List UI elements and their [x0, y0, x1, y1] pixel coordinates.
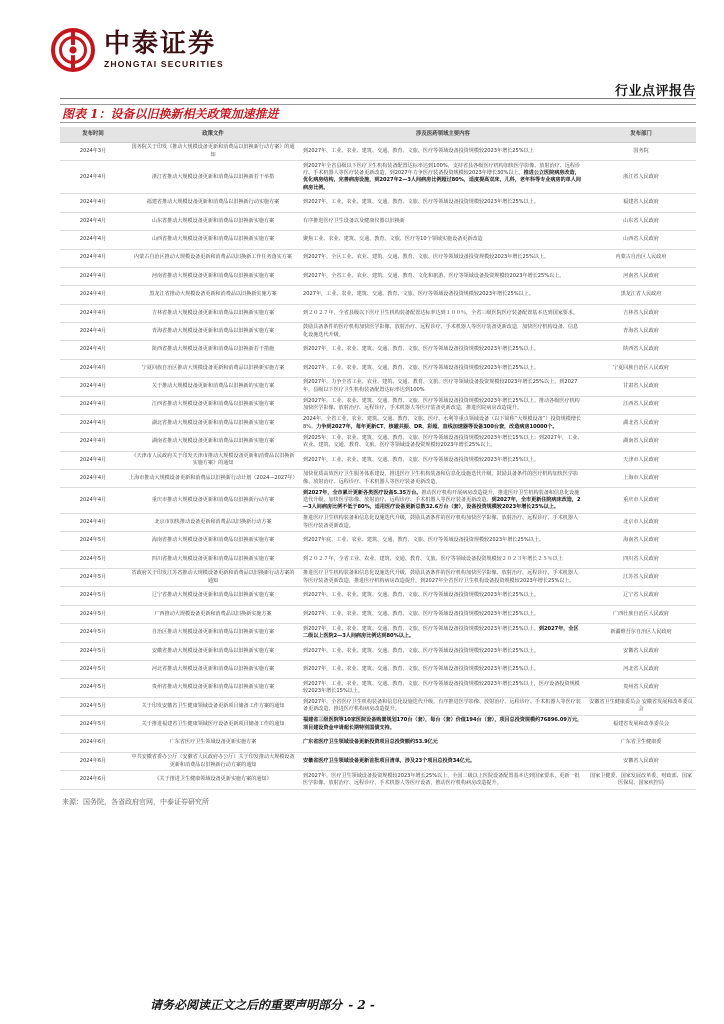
column-header-dept: 发布部门 — [586, 127, 696, 143]
cell-policy: 贵州省推动大规模设备更新和消费品以旧换新实施方案 — [126, 679, 300, 697]
table-row — [60, 231, 696, 249]
cell-date: 2024年5月 — [60, 642, 126, 660]
cell-dept: 安徽省人民政府 — [586, 642, 696, 660]
table-row — [60, 143, 696, 161]
cell-content — [300, 734, 586, 752]
content-text: 聚焦工业、农业、建筑、交通、教育、文旅、医疗等10个领域实施设备更新改造 — [303, 236, 483, 243]
table-row — [60, 249, 696, 267]
cell-date: 2024年4月 — [60, 433, 126, 451]
cell-content — [300, 378, 586, 396]
cell-policy: 《关于推进卫生健康领域设备更新实施方案的通知》 — [126, 771, 300, 789]
cell-dept: 上海市人民政府 — [586, 470, 696, 488]
cell-date: 2024年4月 — [60, 286, 126, 304]
cell-date: 2024年4月 — [60, 378, 126, 396]
page-footer — [150, 996, 375, 1013]
policy-table-header — [60, 127, 696, 143]
cell-content — [300, 396, 586, 414]
cell-policy: 黑龙江省推动大规模设备更新和消费品以旧换新实施方案 — [126, 286, 300, 304]
cell-date: 2024年4月 — [60, 488, 126, 514]
cell-policy: 关于推进福建省卫生健康领域医疗设备更新项目储备工作的通知 — [126, 716, 300, 734]
content-text: 2024年，全省工业、农业、建筑、交通、教育、文旅、医疗、水利等重点领域设备（以下简称“大规模设备”）投资规模增长8%。 — [303, 416, 582, 430]
table-row — [60, 679, 696, 697]
cell-policy: 河北省推动大规模设备更新和消费品以旧换新实施方案 — [126, 660, 300, 678]
content-text: 到２０２７年，全省工业、农业、建筑、交通、教育、文旅、医疗等领域设备投资规模较２０２３年增长２５％以上 — [303, 555, 563, 562]
cell-date: 2024年5月 — [60, 587, 126, 605]
cell-content — [300, 433, 586, 451]
cell-policy: 北京市加快推动设备更新和消费品以旧换新行动方案 — [126, 513, 300, 531]
cell-date: 2024年5月 — [60, 624, 126, 642]
content-text: 推进医疗卫生机构装备和信息化设施迭代升级，鼓励具备条件的医疗机构加快医学影像、放射治疗、远程诊疗、手术机器人等医疗装备更新改造，推进医疗机构病房改造提升，到2027年全省医疗卫生机构设备投资规模较2023年增长25%以上。 — [303, 570, 579, 584]
cell-dept: 辽宁省人民政府 — [586, 587, 696, 605]
content-text: 到2027年，工业、农业、建筑、交通、教育、文旅、医疗等领域设备投资规模较2023年增长25%以上。 — [303, 625, 539, 632]
cell-policy: 青海省推动大规模设备更新和消费品以旧换新实施方案 — [126, 323, 300, 341]
cell-content — [300, 194, 586, 212]
cell-date: 2024年3月 — [60, 143, 126, 161]
company-logo — [50, 26, 224, 74]
cell-date: 2024年6月 — [60, 771, 126, 789]
cell-policy: 吉林省推动大规模设备更新和消费品以旧换新实施方案 — [126, 304, 300, 322]
cell-date: 2024年5月 — [60, 679, 126, 697]
cell-content — [300, 513, 586, 531]
cell-dept — [586, 789, 696, 791]
cell-date: 2024年5月 — [60, 697, 126, 715]
cell-content — [300, 267, 586, 285]
cell-date: 2024年5月 — [60, 569, 126, 587]
cell-dept: 海南省人民政府 — [586, 532, 696, 550]
cell-content — [300, 231, 586, 249]
content-text: 到2027年，工业、农业、建筑、交通、教育、文旅、医疗等领域设备投资规模较2023年增长25%以上。 — [303, 199, 539, 206]
content-highlight: 广东省医疗卫生领域设备更新投资项目总投资额约53.9亿元 — [303, 739, 438, 746]
content-highlight: 安徽省医疗卫生领域设备更新首批项目清单，涉及23个项目总投资34亿元。 — [303, 757, 476, 764]
content-text: 加快优质高效医疗卫生服务体系建设，推进医疗卫生机构装备和信息化设施迭代升级。鼓励具备条件的医疗机构加快医学影像、放射治疗、远程诊疗、手术机器人等医疗装备更新改造。 — [303, 471, 579, 485]
cell-content — [300, 359, 586, 377]
content-text: 到2027年，工业、农业、建筑、交通、教育、文旅、医疗等领域设备投资规模较2023年增长25%以上。 — [303, 346, 539, 353]
content-text: 到2025年，工业、农业、建筑、交通、教育、文旅、医疗等领域设备投资规模较2023年增长15%以上；到2027年，工业、农业、建筑、交通、教育、文旅、医疗等领域设备投资规模较2023年增长25%以上。 — [303, 434, 583, 448]
column-header-content: 涉及医药领域主要内容 — [300, 127, 586, 143]
cell-date: 2024年4月 — [60, 231, 126, 249]
cell-dept: 国务院 — [586, 143, 696, 161]
table-row — [60, 789, 696, 791]
table-row — [60, 532, 696, 550]
content-highlight: 福建省三级医院等10家医院设备购置规划170台（套），每台（套）价值194台（套），项目总投资规模约76896.09万元，项目建设资金申请超长期特别国债支持。 — [303, 717, 583, 731]
cell-policy: 《天津市人民政府关于印发天津市推动大规模设备更新和消费品以旧换新实施方案》的通知 — [126, 451, 300, 469]
column-header-policy: 政策文件 — [126, 127, 300, 143]
cell-date: 2024年4月 — [60, 267, 126, 285]
cell-policy: 广西推动大规模设备更新和消费品以旧换新实施方案 — [126, 605, 300, 623]
cell-date: 2024年4月 — [60, 161, 126, 194]
cell-date: 2024年4月 — [60, 341, 126, 359]
content-text: 到2027年，工业、农业、建筑、交通、教育、文旅、医疗等领域设备投资规模较2023年增长25%以上。 — [303, 592, 539, 599]
table-row — [60, 161, 696, 194]
content-text: 到2027年，工业、农业、建筑、交通、教育、文旅、医疗等领域设备投资规模较2023年增长25%以上，医疗设备投资规模较2023年增长15%以上。 — [303, 680, 580, 695]
header-row — [60, 127, 696, 143]
table-row — [60, 451, 696, 469]
cell-dept: 湖南省人民政府 — [586, 433, 696, 451]
cell-date: 2024年5月 — [60, 550, 126, 568]
cell-policy: 四川省推动大规模设备更新和消费品以旧换新实施方案 — [126, 550, 300, 568]
cell-date: 2024年4月 — [60, 304, 126, 322]
content-text: 推动医疗机构开展病房改造提升，推进医疗卫生机构装备和信息化设施迭代升级，加快医学影像、放射治疗、远程诊疗、手术机器人等医疗装备更新改造。 — [303, 489, 580, 503]
table-row — [60, 433, 696, 451]
content-text: 到2027年，工业、农业、建筑、交通、教育、文旅、医疗等领域设备投资规模较2023年增长25%以上。 — [303, 647, 539, 654]
table-row — [60, 513, 696, 531]
cell-policy — [126, 789, 300, 791]
cell-policy: 辽宁省推动大规模设备更新和消费品以旧换新实施方案 — [126, 587, 300, 605]
cell-date: 2024年5月 — [60, 605, 126, 623]
table-row — [60, 660, 696, 678]
cell-dept: 重庆市人民政府 — [586, 488, 696, 514]
content-highlight: 到2027年，全市更新住院病床改造，2—3人间病房比例不低于80%，适用医疗设备更新总数32.6万台（套），设备投资规模较2023年增长25%以上。 — [303, 496, 581, 511]
zhongtai-logo-icon — [50, 27, 96, 73]
content-text: 到2027年，力争全省工业、农业、建筑、交通、教育、文旅、医疗等领域设备投资规模较2023年增长25%以上。到2027年，县级以下医疗卫生机构装备配置达标率达到100% — [303, 379, 578, 393]
cell-dept: 贵州省人民政府 — [586, 679, 696, 697]
cell-content — [300, 605, 586, 623]
cell-policy: 关于推动大规模设备更新和消费品以旧换新的实施方案 — [126, 378, 300, 396]
policy-table-body — [60, 143, 696, 792]
table-row — [60, 734, 696, 752]
cell-policy: 重庆市推动大规模设备更新和消费品以旧换新行动方案 — [126, 488, 300, 514]
cell-content — [300, 642, 586, 660]
report-type-label: 行业点评报告 — [614, 84, 696, 99]
table-row — [60, 212, 696, 230]
cell-date: 2024年4月 — [60, 194, 126, 212]
cell-content — [300, 752, 586, 770]
cell-date — [60, 789, 126, 791]
table-row — [60, 341, 696, 359]
cell-dept: 北京市人民政府 — [586, 513, 696, 531]
logo-chinese-name: 中泰证券 — [104, 29, 217, 59]
cell-dept: 福建省发展和改革委员会 — [586, 716, 696, 734]
cell-dept: 新疆维吾尔自治区人民政府 — [586, 624, 696, 642]
cell-dept: 黑龙江省人民政府 — [586, 286, 696, 304]
cell-policy: 陕西省推动大规模设备更新和消费品以旧换新若干措施 — [126, 341, 300, 359]
cell-content — [300, 143, 586, 161]
cell-dept: 宁夏回族自治区人民政府 — [586, 359, 696, 377]
cell-policy: 内蒙古自治区推动大规模设备更新和消费品以旧换新工作任务落实方案 — [126, 249, 300, 267]
content-text: 到2027年，工业、农业、建筑、交通、教育、文旅、医疗等领域设备投资规模较2023年增长25%以上。 — [303, 610, 539, 617]
content-text: 到2027年，全省医疗卫生机构装备和信息化设施迭代升级，有序推进医学影像、放射治疗、远程诊疗、手术机器人等医疗装备更新改造，推进医疗机构病房改造提升。 — [303, 699, 581, 713]
policy-table — [60, 127, 696, 791]
cell-dept: 福建省人民政府 — [586, 194, 696, 212]
cell-policy: 省政府关于印发江苏省推动大规模设备更新和消费品以旧换新行动方案的通知 — [126, 569, 300, 587]
cell-dept: 陕西省人民政府 — [586, 341, 696, 359]
table-row — [60, 267, 696, 285]
table-row — [60, 414, 696, 432]
cell-date: 2024年5月 — [60, 532, 126, 550]
cell-policy: 湖北省推动大规模设备更新和消费品以旧换新实施方案 — [126, 414, 300, 432]
content-text: 到２０２７年，全省县级以下医疗卫生机构装备配置达标率达到１００％，全省三级医院医疗装备配置基本达到国家要求。 — [303, 309, 579, 316]
cell-policy: 中共安徽省委办公厅（安徽省人民政府办公厅）关于印发推动大规模设备更新和消费品以旧换新行动方案的通知 — [126, 752, 300, 770]
cell-policy: 安徽省推动大规模设备更新和消费品以旧换新实施方案 — [126, 642, 300, 660]
cell-content — [300, 341, 586, 359]
table-row — [60, 396, 696, 414]
cell-dept: 安徽省卫生健康委员会 安徽省发展和改革委员会 — [586, 697, 696, 715]
cell-policy: 河南省推动大规模设备更新和消费品以旧换新实施方案 — [126, 267, 300, 285]
cell-date: 2024年4月 — [60, 359, 126, 377]
cell-content — [300, 304, 586, 322]
cell-content — [300, 414, 586, 432]
cell-policy: 山东省推动大规模设备更新和消费品以旧换新实施方案 — [126, 212, 300, 230]
cell-content — [300, 660, 586, 678]
logo-english-name: ZHONGTAI SECURITIES — [104, 59, 224, 69]
table-row — [60, 752, 696, 770]
page-number: - 2 - — [348, 998, 375, 1012]
cell-dept: 山东省人民政府 — [586, 212, 696, 230]
content-text: 到2027年，全省工业、农业、建筑、交通、教育、文化和旅游、医疗等领域设备投资规模较2023年增长25%以上。 — [303, 272, 565, 279]
cell-content — [300, 569, 586, 587]
content-text: 有序推进医疗卫生设备以及健康仪器以旧换新 — [303, 217, 405, 224]
source-note: 来源：国务院，各省政府官网，中泰证券研究所 — [62, 798, 209, 806]
content-text: 到2027年，工业、农业、建筑、交通、教育、文旅、医疗等领域设备投资规模较2023年增长25%以上。 — [303, 456, 539, 463]
content-highlight: 推进公立医院病房改造，优化病房结构，完善病房设施，到2027年2—3人间病房比例超过80%，适度提高双床，儿科，老年科等专业病房的单人间病房比例。 — [303, 169, 581, 191]
cell-date: 2024年4月 — [60, 323, 126, 341]
cell-dept: 青海省人民政府 — [586, 323, 696, 341]
cell-content — [300, 470, 586, 488]
cell-date: 2024年4月 — [60, 396, 126, 414]
cell-dept: 江苏省人民政府 — [586, 569, 696, 587]
cell-dept: 四川省人民政府 — [586, 550, 696, 568]
cell-policy: 上海市推动大规模设备更新和消费品以旧换新行动计划（2024—2027年） — [126, 470, 300, 488]
table-row — [60, 194, 696, 212]
content-text: 到2027年，工业、农业、建筑、交通、教育、文旅、医疗等领域设备投资规模较2023年增长25%以上。推动各级医疗机构加快医学影像、放射治疗、远程诊疗、手术机器人等医疗装备更新改造，推进医院病房改造提升。 — [303, 397, 580, 412]
cell-dept: 广西壮族自治区人民政府 — [586, 605, 696, 623]
content-text: 到2027年全省县级以下医疗卫生机构装备配置达标率达到100%，支持省县各级医疗机构加快医学影像、放射治疗、远程诊疗、手术机器人等医疗装备更新改造，到2027年力争医疗装备投资规模较2023年增长30%以上。 — [303, 162, 581, 176]
cell-policy: 浙江省推动大规模设备更新和消费品以旧换新若干举措 — [126, 161, 300, 194]
cell-dept: 浙江省人民政府 — [586, 161, 696, 194]
content-text: 2027年，工业、农业、建筑、交通、教育、文旅、医疗等领域设备投资规模较2023年增长25%以上。 — [303, 291, 534, 298]
cell-content — [300, 249, 586, 267]
table-row — [60, 716, 696, 734]
content-highlight: 到2027年，全市累计更新各类医疗设备5.35万台。 — [303, 489, 422, 496]
table-row — [60, 642, 696, 660]
cell-content — [300, 550, 586, 568]
cell-content — [300, 624, 586, 642]
content-text: 到2027年底，工业、农业、建筑、交通、教育、文旅、医疗等领域设备投资规模较2023年增长25%以上。 — [303, 537, 545, 544]
content-text: 到2027年，全区工业、农业、建筑、交通、教育、文旅、医疗等领域设备投资规模较2023年增长25%以上。 — [303, 254, 550, 261]
cell-content — [300, 679, 586, 697]
content-text: 到2027年，工业、农业、建筑、交通、教育、文旅、医疗等领域设备投资规模较2023年增长25%以上 — [303, 147, 534, 154]
cell-date: 2024年5月 — [60, 716, 126, 734]
content-highlight: 到2027年，全区二级以上医院2—3人间病房比例达到80%以上。 — [303, 625, 579, 639]
table-row — [60, 470, 696, 488]
cell-policy: 自治区推动大规模设备更新和消费品以旧换新实施方案 — [126, 624, 300, 642]
cell-date: 2024年6月 — [60, 734, 126, 752]
cell-policy: 江西省推动大规模设备更新和消费品以旧换新实施方案 — [126, 396, 300, 414]
content-text: 到2027年，医疗卫生领域设备投资规模较2023年增长25%以上，全国二级以上医院设备配置基本达到国家要求，更新一批医学影像、放射治疗、远程诊疗、手术机器人等医疗设备，推动医疗机构病房改造提升。 — [303, 772, 580, 786]
content-text: 推进医疗卫生机构装备和信息化设施迭代升级，鼓励具备条件的医疗机构加快医学影像、放射治疗、远程诊疗、手术机器人等医疗装备更新改造。 — [303, 515, 579, 529]
cell-policy: 广东省医疗卫生领域设备更新实施方案 — [126, 734, 300, 752]
cell-date: 2024年4月 — [60, 451, 126, 469]
cell-content — [300, 212, 586, 230]
cell-content — [300, 488, 586, 514]
table-row — [60, 697, 696, 715]
cell-dept: 江西省人民政府 — [586, 396, 696, 414]
cell-policy: 海南省推动大规模设备更新和消费品以旧换新实施方案 — [126, 532, 300, 550]
cell-policy: 福建省推动大规模设备更新和消费品以旧换新行动实施方案 — [126, 194, 300, 212]
table-row — [60, 323, 696, 341]
table-row — [60, 550, 696, 568]
cell-date: 2024年4月 — [60, 414, 126, 432]
cell-content — [300, 697, 586, 715]
table-row — [60, 624, 696, 642]
content-text: 到2027年，工业、农业、建筑、交通、教育、文旅、医疗等领域设备投资规模较2023年增长25%以上。 — [303, 364, 539, 371]
cell-date: 2024年5月 — [60, 660, 126, 678]
content-highlight: 力争到2027年，每年更新CT、核磁共振、DR、彩超、直线加速器等设备300台套，改造病房10000个。 — [316, 423, 558, 430]
figure-title: 图表 1：设备以旧换新相关政策加速推进 — [60, 104, 696, 123]
cell-policy: 山西省推动大规模设备更新和消费品以旧换新实施方案 — [126, 231, 300, 249]
cell-dept: 内蒙古自治区人民政府 — [586, 249, 696, 267]
cell-dept: 天津市人民政府 — [586, 451, 696, 469]
cell-content — [300, 716, 586, 734]
table-row — [60, 587, 696, 605]
table-row — [60, 569, 696, 587]
column-header-date: 发布时间 — [60, 127, 126, 143]
logo-text — [104, 30, 224, 70]
cell-date: 2024年4月 — [60, 212, 126, 230]
cell-dept: 湖北省人民政府 — [586, 414, 696, 432]
cell-policy: 湖南省推动大规模设备更新和消费品以旧换新实施方案 — [126, 433, 300, 451]
table-row — [60, 359, 696, 377]
cell-content — [300, 286, 586, 304]
cell-date: 2024年4月 — [60, 249, 126, 267]
cell-content — [300, 161, 586, 194]
table-row — [60, 378, 696, 396]
cell-dept: 河北省人民政府 — [586, 660, 696, 678]
cell-dept: 吉林省人民政府 — [586, 304, 696, 322]
cell-content — [300, 323, 586, 341]
cell-content — [300, 587, 586, 605]
cell-dept: 广东省卫生健康委 — [586, 734, 696, 752]
table-row — [60, 771, 696, 789]
cell-policy: 宁夏回族自治区推动大规模设备更新和消费品以旧换新实施方案 — [126, 359, 300, 377]
cell-dept: 河南省人民政府 — [586, 267, 696, 285]
cell-content — [300, 789, 586, 791]
cell-dept: 国家卫健委、国家发展改革委、财政部、国家医保局、国家疾控局 — [586, 771, 696, 789]
cell-date: 2024年4月 — [60, 513, 126, 531]
cell-policy: 关于印发安徽省卫生健康领域设备更新项目储备工作方案的通知 — [126, 697, 300, 715]
cell-policy: 国务院关于印发《推动大规模设备更新和消费品以旧换新行动方案》的通知 — [126, 143, 300, 161]
table-row — [60, 488, 696, 514]
cell-date: 2024年6月 — [60, 752, 126, 770]
cell-date: 2024年4月 — [60, 470, 126, 488]
cell-content — [300, 532, 586, 550]
content-text: 鼓励具备条件的医疗机构加快医学影像、放射治疗、远程诊疗、手术机器人等医疗装备更新改造，加快医疗机构设备、信息化设施迭代升级。 — [303, 324, 579, 338]
cell-content — [300, 451, 586, 469]
cell-dept: 甘肃省人民政府 — [586, 378, 696, 396]
content-text: 到2027年，工业、农业、建筑、交通、教育、文旅、医疗等领域设备投资规模较2023年增长25%以上。 — [303, 665, 539, 672]
policy-table-container — [60, 127, 696, 791]
header-divider — [60, 98, 696, 99]
cell-dept: 安徽省人民政府 — [586, 752, 696, 770]
table-row — [60, 304, 696, 322]
cell-dept: 山西省人民政府 — [586, 231, 696, 249]
footer-disclaimer: 请务必阅读正文之后的重要声明部分 — [150, 998, 343, 1012]
table-row — [60, 286, 696, 304]
table-row — [60, 605, 696, 623]
cell-content — [300, 771, 586, 789]
